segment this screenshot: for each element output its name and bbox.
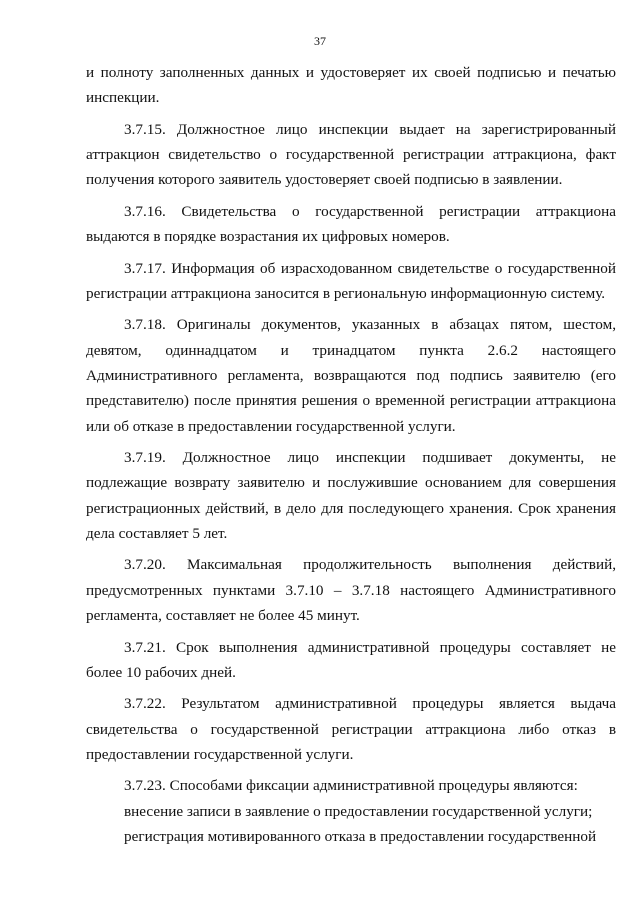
paragraph-3-7-15: 3.7.15. Должностное лицо инспекции выдает на зарегистрированный аттракцион свидетельство о государственной регистрации аттракциона, факт получения которого заявитель удостоверяет своей подписью в заявлении.: [86, 120, 616, 189]
paragraph-3-7-19: 3.7.19. Должностное лицо инспекции подшивает документы, не подлежащие возврату заявителю и послужившие основанием для совершения регистрационных действий, в дело для последующего хранения. Срок хранения дела составляет 5 лет.: [86, 449, 616, 542]
page-number: 37: [314, 34, 326, 48]
paragraph-3-7-21: 3.7.21. Срок выполнения административной процедуры составляет не более 10 рабочих дней.: [86, 638, 616, 681]
paragraph-3-7-22: 3.7.22. Результатом административной процедуры является выдача свидетельства о государственной регистрации аттракциона либо отказ в предоставлении государственной услуги.: [86, 695, 616, 763]
paragraph-3-7-23: 3.7.23. Способами фиксации административной процедуры являются:: [124, 777, 578, 795]
paragraph-3-7-18: 3.7.18. Оригиналы документов, указанных в абзацах пятом, шестом, девятом, одиннадцатом и тринадцатом пункта 2.6.2 настоящего Административного регламента, возвращаются под подпись заявителю (его представителю) после принятия решения о временной регистрации аттракциона или об отказе в предоставлении государственной услуги.: [86, 316, 616, 435]
paragraph-fixation-method-2: регистрация мотивированного отказа в предоставлении государственной: [124, 828, 597, 845]
paragraph-3-7-16: 3.7.16. Свидетельства о государственной регистрации аттракциона выдаются в порядке возрастания их цифровых номеров.: [86, 202, 616, 246]
paragraph-fixation-method-1: внесение записи в заявление о предоставлении государственной услуги;: [124, 802, 593, 820]
document-body: [86, 60, 616, 849]
paragraph-continuation: и полноту заполненных данных и удостоверяет их своей подписью и печатью инспекции.: [86, 64, 616, 107]
paragraph-3-7-17: 3.7.17. Информация об израсходованном свидетельстве о государственной регистрации аттракциона заносится в региональную информационную систему.: [86, 259, 616, 302]
paragraph-3-7-20: 3.7.20. Максимальная продолжительность выполнения действий, предусмотренных пунктами 3.7.10 – 3.7.18 настоящего Административного регламента, составляет не более 45 минут.: [86, 556, 616, 625]
